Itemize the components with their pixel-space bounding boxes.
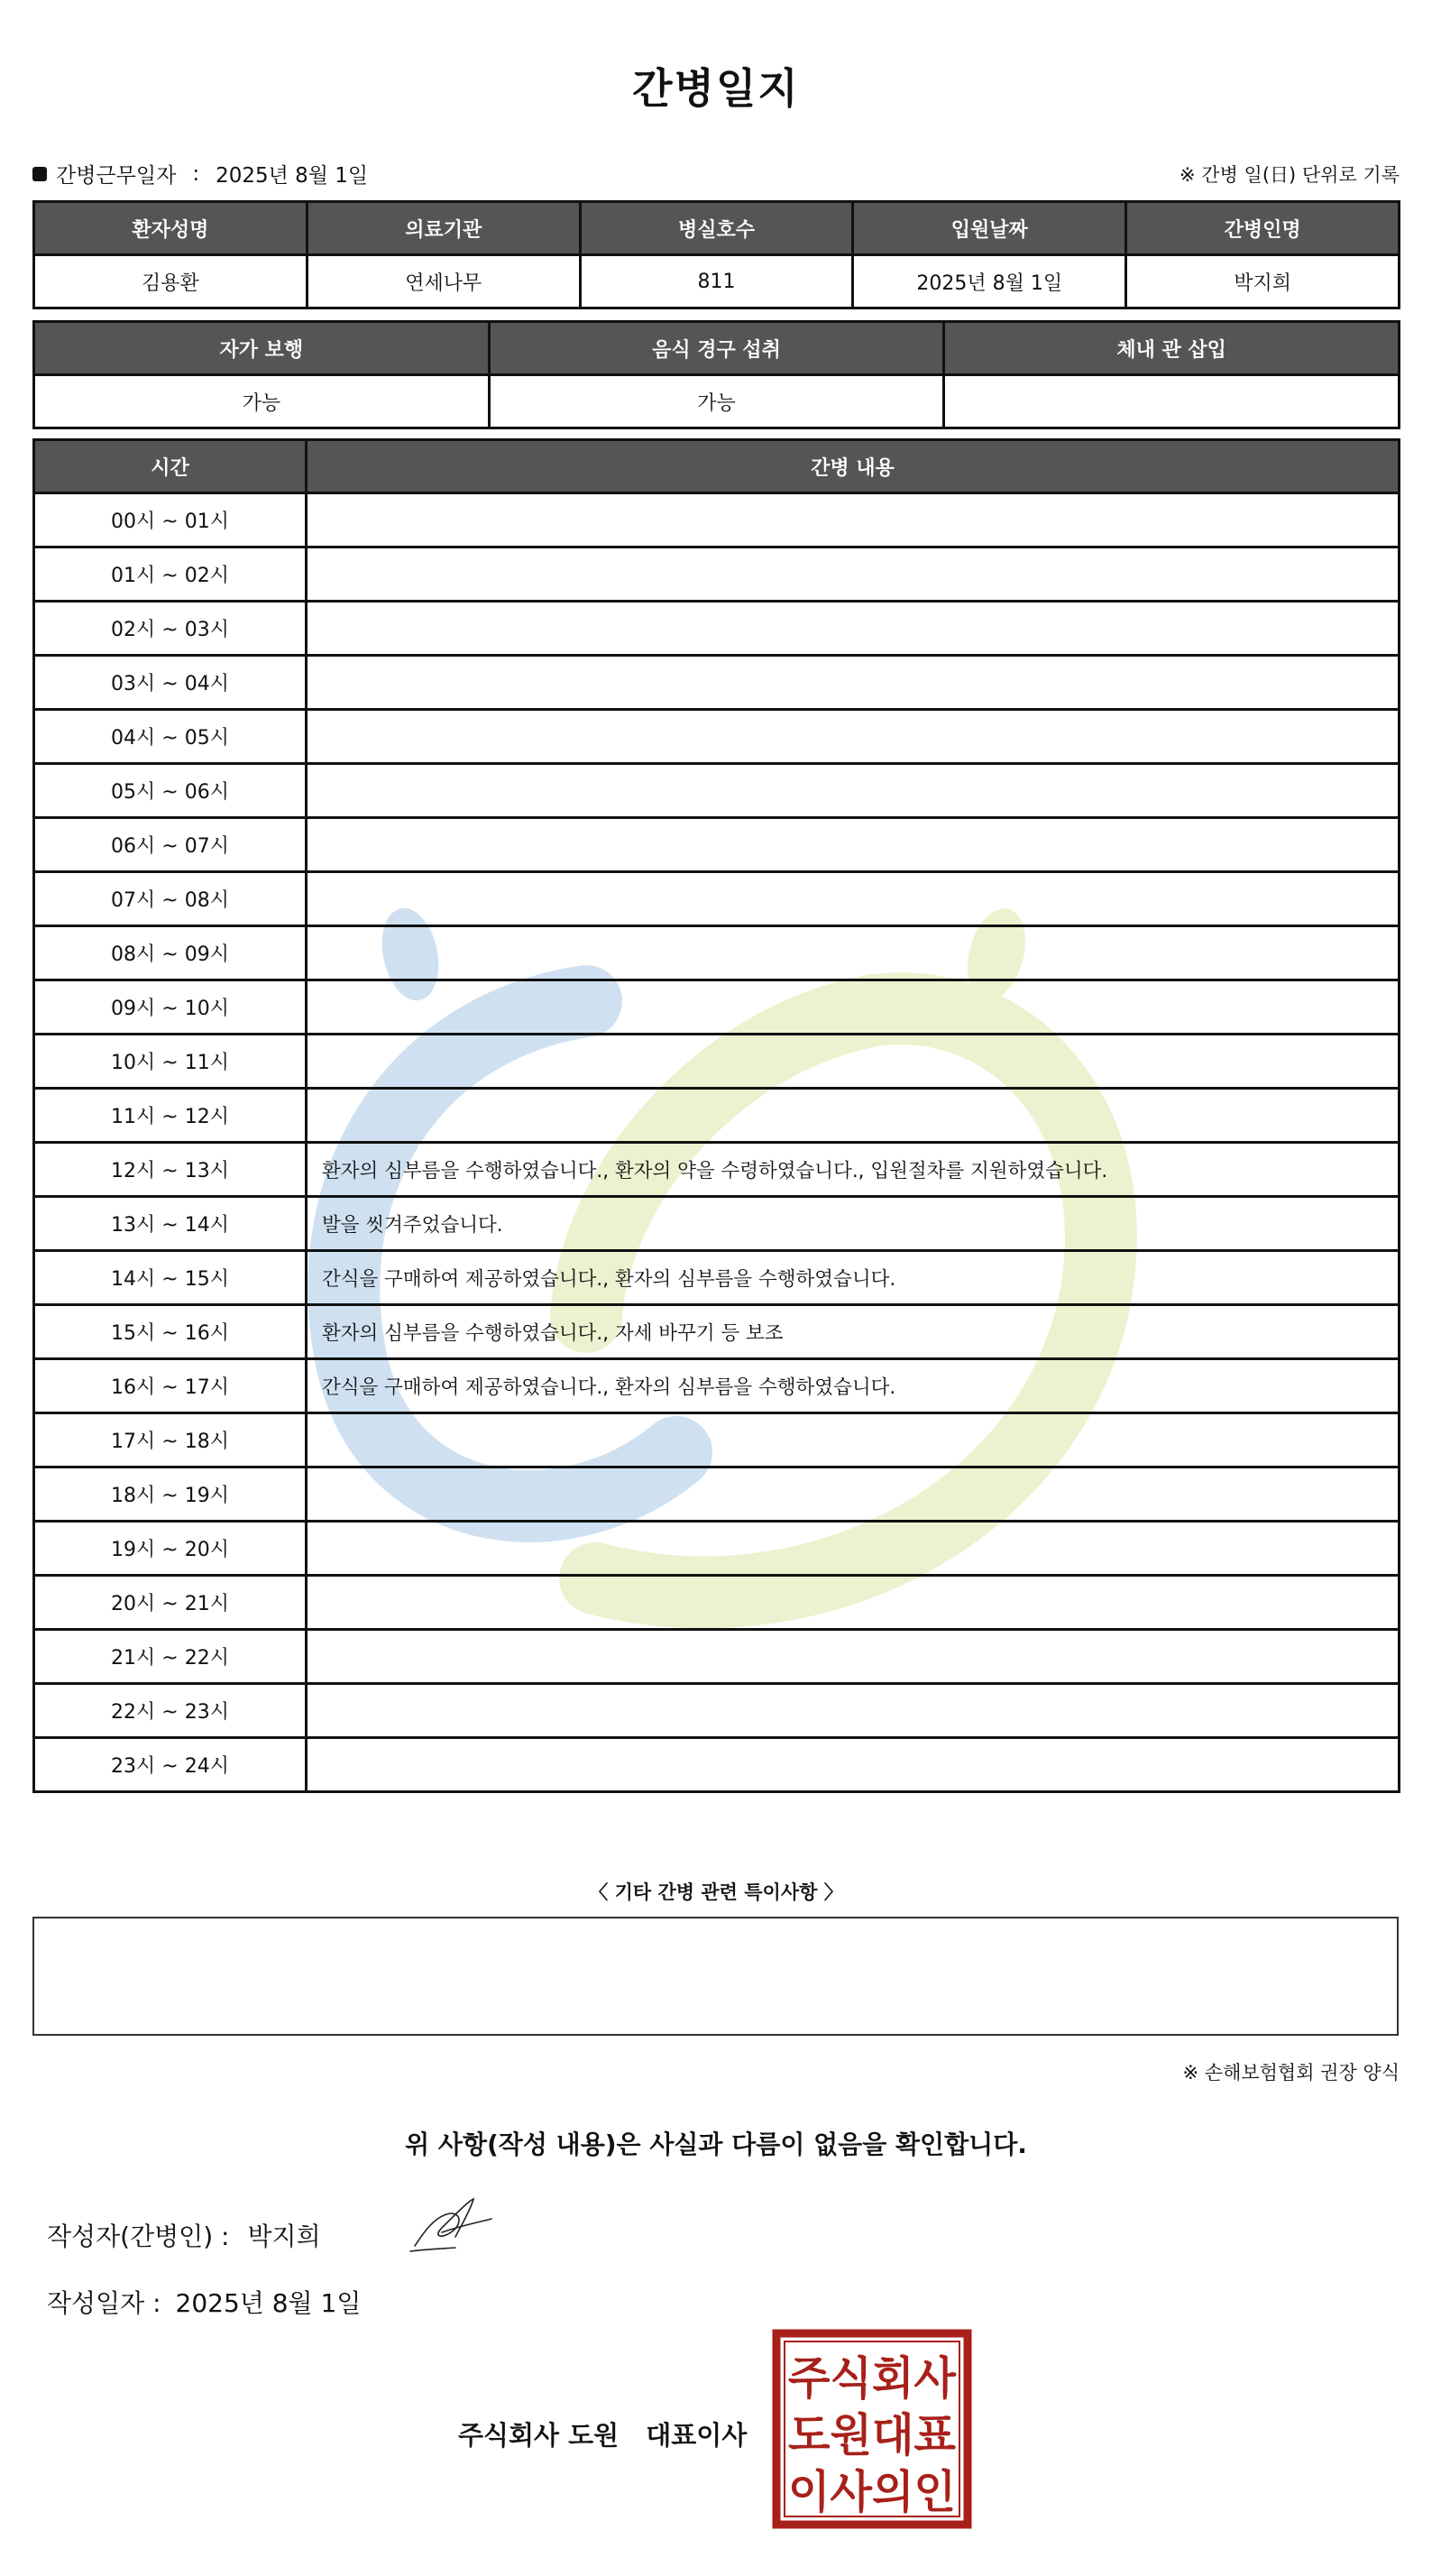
company-line (458, 2415, 747, 2452)
record-unit-note: ※ 간병 일(日) 단위로 기록 (1180, 164, 1400, 186)
care-content: 발을 씻겨주었습니다. (307, 1197, 1400, 1251)
patient-status-header-row (34, 322, 1400, 375)
care-content: 환자의 심부름을 수행하였습니다., 자세 바꾸기 등 보조 (307, 1305, 1400, 1359)
work-date-separator: : (192, 161, 200, 186)
work-date-label: 간병근무일자 (56, 164, 177, 188)
table-row (34, 1359, 1400, 1413)
table-row (34, 710, 1400, 764)
write-date-label: 작성일자 : (47, 2288, 161, 2318)
table-row (34, 1630, 1400, 1684)
patient-status-value-row (34, 375, 1400, 428)
care-content: 간식을 구매하여 제공하였습니다., 환자의 심부름을 수행하였습니다. (307, 1251, 1400, 1305)
care-content (307, 980, 1400, 1035)
patient-name: 김용환 (34, 255, 308, 308)
self-walking-value: 가능 (34, 375, 490, 428)
table-row (34, 1089, 1400, 1143)
care-content (307, 1089, 1400, 1143)
care-content (307, 926, 1400, 980)
table-row (34, 872, 1400, 926)
time-slot: 12시 ~ 13시 (34, 1143, 307, 1197)
room-number: 811 (580, 255, 853, 308)
hospital-name: 연세나무 (307, 255, 580, 308)
write-date-value: 2025년 8월 1일 (175, 2288, 362, 2318)
care-content (307, 1684, 1400, 1738)
care-content: 간식을 구매하여 제공하였습니다., 환자의 심부름을 수행하였습니다. (307, 1359, 1400, 1413)
writer-label: 작성자(간병인) : (47, 2222, 230, 2251)
time-slot: 04시 ~ 05시 (34, 710, 307, 764)
company-representative: 대표이사 (646, 2420, 748, 2451)
care-log-body (34, 493, 1400, 1792)
care-log-header-row (34, 440, 1400, 493)
writer-name: 박지희 (247, 2222, 321, 2251)
time-slot: 19시 ~ 20시 (34, 1522, 307, 1576)
remarks-box (32, 1917, 1399, 2036)
care-content (307, 872, 1400, 926)
work-date (32, 159, 368, 189)
patient-info-header-row (34, 202, 1400, 255)
header-care-content: 간병 내용 (307, 440, 1400, 493)
time-slot: 03시 ~ 04시 (34, 656, 307, 710)
patient-status-table (32, 320, 1400, 429)
patient-info-value-row (34, 255, 1400, 308)
table-row (34, 980, 1400, 1035)
time-slot: 10시 ~ 11시 (34, 1035, 307, 1089)
header-hospital: 의료기관 (307, 202, 580, 255)
table-row (34, 602, 1400, 656)
time-slot: 01시 ~ 02시 (34, 547, 307, 602)
care-content (307, 764, 1400, 818)
header-patient-name: 환자성명 (34, 202, 308, 255)
table-row (34, 1684, 1400, 1738)
company-name: 주식회사 도원 (458, 2420, 620, 2451)
care-content (307, 493, 1400, 547)
remarks-label: 〈 기타 간병 관련 특이사항 〉 (589, 1881, 843, 1903)
seal-text-line: 주식회사 (788, 2352, 957, 2405)
time-slot: 02시 ~ 03시 (34, 602, 307, 656)
writer-line (47, 2217, 321, 2253)
header-tube-insertion: 체내 관 삽입 (944, 322, 1400, 375)
confirmation-statement: 위 사항(작성 내용)은 사실과 다름이 없음을 확인합니다. (405, 2130, 1027, 2159)
header-oral-intake: 음식 경구 섭취 (489, 322, 944, 375)
seal-text-line: 이사의인 (788, 2466, 956, 2518)
time-slot: 13시 ~ 14시 (34, 1197, 307, 1251)
care-content: 환자의 심부름을 수행하였습니다., 환자의 약을 수령하였습니다., 입원절차를 지원하였습니다. (307, 1143, 1400, 1197)
work-date-value: 2025년 8월 1일 (216, 164, 369, 188)
table-row (34, 547, 1400, 602)
header-caregiver-name: 간병인명 (1126, 202, 1400, 255)
seal-text-line: 도원대표 (788, 2409, 957, 2461)
table-row (34, 1035, 1400, 1089)
table-row (34, 764, 1400, 818)
time-slot: 09시 ~ 10시 (34, 980, 307, 1035)
time-slot: 22시 ~ 23시 (34, 1684, 307, 1738)
table-row (34, 493, 1400, 547)
care-content (307, 1467, 1400, 1522)
table-row (34, 1522, 1400, 1576)
care-content (307, 1576, 1400, 1630)
time-slot: 15시 ~ 16시 (34, 1305, 307, 1359)
table-row (34, 1738, 1400, 1792)
care-content (307, 602, 1400, 656)
care-content (307, 1522, 1400, 1576)
caregiver-name: 박지희 (1126, 255, 1400, 308)
time-slot: 17시 ~ 18시 (34, 1413, 307, 1467)
time-slot: 06시 ~ 07시 (34, 818, 307, 872)
association-note: ※ 손해보험협회 권장 양식 (1182, 2062, 1400, 2084)
header-admission-date: 입원날짜 (853, 202, 1126, 255)
table-row (34, 1197, 1400, 1251)
time-slot: 21시 ~ 22시 (34, 1630, 307, 1684)
time-slot: 00시 ~ 01시 (34, 493, 307, 547)
care-content (307, 1738, 1400, 1792)
signature-image (406, 2192, 496, 2255)
care-content (307, 818, 1400, 872)
time-slot: 20시 ~ 21시 (34, 1576, 307, 1630)
time-slot: 11시 ~ 12시 (34, 1089, 307, 1143)
admission-date: 2025년 8월 1일 (853, 255, 1126, 308)
table-row (34, 1143, 1400, 1197)
care-content (307, 710, 1400, 764)
care-content (307, 1035, 1400, 1089)
table-row (34, 1413, 1400, 1467)
care-content (307, 1630, 1400, 1684)
care-content (307, 1413, 1400, 1467)
time-slot: 05시 ~ 06시 (34, 764, 307, 818)
write-date-line (47, 2284, 361, 2320)
time-slot: 23시 ~ 24시 (34, 1738, 307, 1792)
time-slot: 08시 ~ 09시 (34, 926, 307, 980)
header-time: 시간 (34, 440, 307, 493)
table-row (34, 1251, 1400, 1305)
table-row (34, 818, 1400, 872)
document-title: 간병일지 (632, 64, 800, 113)
time-slot: 18시 ~ 19시 (34, 1467, 307, 1522)
table-row (34, 926, 1400, 980)
header-self-walking: 자가 보행 (34, 322, 490, 375)
table-row (34, 1305, 1400, 1359)
tube-insertion-value (944, 375, 1400, 428)
time-slot: 16시 ~ 17시 (34, 1359, 307, 1413)
company-seal-icon (772, 2329, 972, 2529)
table-row (34, 656, 1400, 710)
care-content (307, 547, 1400, 602)
care-log-table (32, 438, 1400, 1793)
time-slot: 14시 ~ 15시 (34, 1251, 307, 1305)
header-room-number: 병실호수 (580, 202, 853, 255)
care-content (307, 656, 1400, 710)
patient-info-table (32, 200, 1400, 309)
table-row (34, 1467, 1400, 1522)
bullet-square-icon (32, 167, 47, 181)
time-slot: 07시 ~ 08시 (34, 872, 307, 926)
table-row (34, 1576, 1400, 1630)
oral-intake-value: 가능 (489, 375, 944, 428)
